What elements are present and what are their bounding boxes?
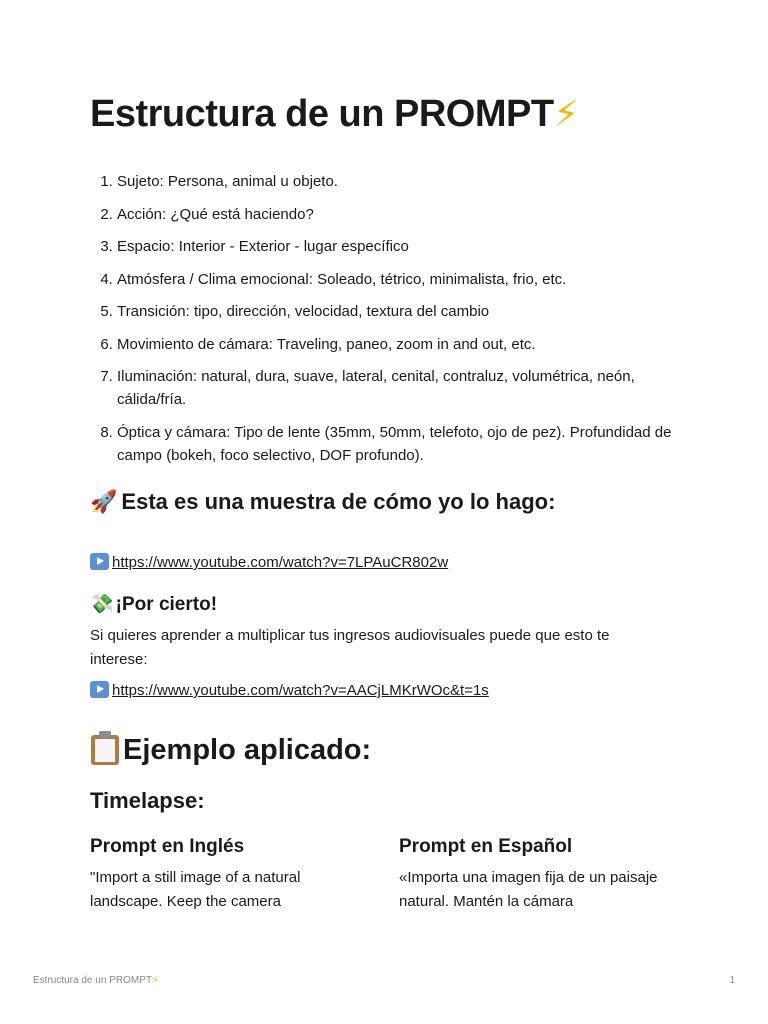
list-item: 2. Acción: ¿Qué está haciendo? bbox=[117, 203, 697, 226]
clipboard-icon bbox=[90, 731, 120, 765]
footer-document-title bbox=[33, 975, 159, 986]
list-item: 1. Sujeto: Persona, animal u objeto. bbox=[117, 170, 697, 193]
page-number: 1 bbox=[729, 975, 735, 986]
steps-list bbox=[90, 170, 697, 476]
prompt-english-heading: Prompt en Inglés bbox=[90, 836, 245, 857]
video-link-row-1 bbox=[90, 553, 448, 571]
page-title-text: Estructura de un PROMPT bbox=[90, 93, 554, 135]
lightning-icon: ⚡ bbox=[151, 975, 159, 986]
list-item: 3. Espacio: Interior - Exterior - lugar específico bbox=[117, 235, 697, 258]
aside-paragraph: Si quieres aprender a multiplicar tus ingresos audiovisuales puede que esto te interese: bbox=[90, 627, 610, 668]
play-button-icon bbox=[90, 681, 109, 698]
prompt-english-column bbox=[90, 836, 370, 914]
prompt-spanish-text: «Importa una imagen fija de un paisaje natural. Mantén la cámara bbox=[399, 869, 658, 910]
lightning-icon: ⚡ bbox=[553, 93, 579, 134]
prompt-spanish-heading: Prompt en Español bbox=[399, 836, 573, 857]
rocket-icon: 🚀 bbox=[90, 489, 118, 514]
prompt-english-text: "Import a still image of a natural landscape. Keep the camera bbox=[90, 869, 301, 910]
play-button-icon bbox=[90, 553, 109, 570]
sample-heading-text: Esta es una muestra de cómo yo lo hago: bbox=[121, 489, 556, 514]
aside-heading-text: ¡Por cierto! bbox=[115, 594, 218, 615]
list-item: 4. Atmósfera / Clima emocional: Soleado, tétrico, minimalista, frio, etc. bbox=[117, 268, 697, 291]
timelapse-heading: Timelapse: bbox=[90, 788, 205, 813]
example-heading-text: Ejemplo aplicado: bbox=[123, 734, 372, 766]
list-item: 8. Óptica y cámara: Tipo de lente (35mm, 50mm, telefoto, ojo de pez). Profundidad de campo (bokeh, foco selectivo, DOF profundo). bbox=[117, 421, 697, 467]
aside-heading bbox=[90, 592, 217, 616]
list-item: 6. Movimiento de cámara: Traveling, paneo, zoom in and out, etc. bbox=[117, 333, 697, 356]
video-link-row-2 bbox=[90, 681, 489, 699]
prompt-spanish-column bbox=[399, 836, 679, 914]
page-title bbox=[90, 93, 578, 136]
money-with-wings-icon: 💸 bbox=[90, 594, 114, 615]
footer-title-text: Estructura de un PROMPT bbox=[33, 975, 152, 986]
list-item: 7. Iluminación: natural, dura, suave, lateral, cenital, contraluz, volumétrica, neón, cálida/fría. bbox=[117, 365, 697, 411]
sample-heading bbox=[90, 489, 555, 515]
youtube-link-2[interactable]: https://www.youtube.com/watch?v=AACjLMKrWOc&t=1s bbox=[112, 682, 489, 699]
example-heading bbox=[90, 731, 371, 767]
youtube-link-1[interactable]: https://www.youtube.com/watch?v=7LPAuCR802w bbox=[112, 554, 449, 571]
list-item: 5. Transición: tipo, dirección, velocidad, textura del cambio bbox=[117, 300, 697, 323]
